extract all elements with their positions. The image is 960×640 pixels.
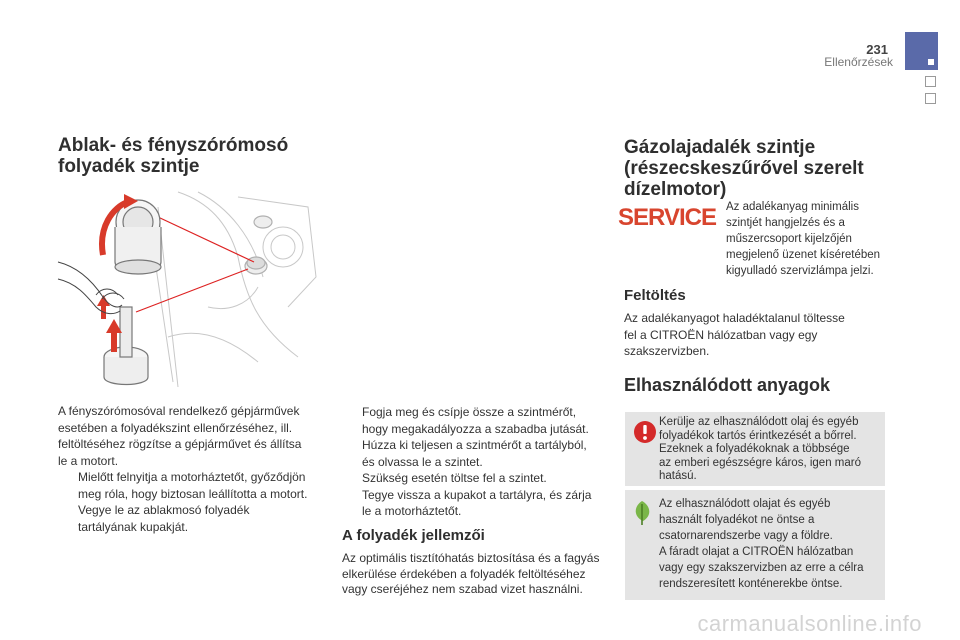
dipstick-steps xyxy=(342,404,610,520)
text-line: vagy cseréjéhez nem szabad vizet használni. xyxy=(342,582,583,596)
bullet-item xyxy=(342,437,610,470)
service-light-text xyxy=(726,199,896,279)
bullet-item xyxy=(58,502,323,535)
service-warning-icon xyxy=(618,203,716,231)
text-line: hatású. xyxy=(659,470,697,482)
washer-intro-text xyxy=(58,403,323,535)
text-line: A fáradt olajat a CITROËN hálózatban xyxy=(659,546,854,558)
fluid-specs-title: A folyadék jellemzői xyxy=(342,527,485,544)
text-line: le a motort. xyxy=(58,453,119,468)
warning-icon xyxy=(633,420,657,444)
chapter-box-empty xyxy=(925,76,936,87)
text-line: Az elhasználódott olajat és egyéb xyxy=(659,498,831,510)
text-line: hogy megakadályozza a szabadba jutását. xyxy=(362,421,589,436)
title-line: (részecskeszűrővel szerelt xyxy=(624,158,864,179)
text-line: vagy egy szakszervizben az erre a célra xyxy=(659,562,864,574)
text-line: folyadékok tartós érintkezését a bőrrel. xyxy=(659,429,857,442)
text-line: Tegye vissza a kupakot a tartályra, és zárja xyxy=(362,487,592,502)
disposal-note xyxy=(625,490,885,600)
leaf-icon xyxy=(631,500,653,526)
title-line: Gázolajadalék szintje xyxy=(624,137,816,158)
text-line: Szükség esetén töltse fel a szintet. xyxy=(362,471,547,485)
title-line: dízelmotor) xyxy=(624,179,727,200)
washer-fluid-title xyxy=(58,135,338,177)
title-line: Ablak- és fényszórómosó xyxy=(58,135,289,156)
text-line: csatornarendszerbe vagy a földre. xyxy=(659,530,833,542)
text-line: fel a CITROËN hálózatban vagy egy xyxy=(624,327,818,342)
text-line: Ezeknek a folyadékoknak a többsége xyxy=(659,443,850,455)
text-line: megjelenő üzenet kíséretében xyxy=(726,249,881,261)
text-line: Fogja meg és csípje össze a szintmérőt, xyxy=(362,405,577,419)
text-line: elkerülése érdekében a folyadék feltöltéséhez xyxy=(342,566,586,581)
bullet-item xyxy=(342,404,610,437)
additive-level-title xyxy=(624,137,904,200)
text-line: az emberi egészségre káros, igen maró xyxy=(659,456,861,469)
chapter-box-empty xyxy=(925,93,936,104)
text-line: Mielőtt felnyitja a motorháztetőt, győződjön xyxy=(78,470,306,484)
service-label: SERVICE xyxy=(618,204,716,231)
section-title: Ellenőrzések xyxy=(824,55,893,69)
text-line: szintjét hangjelzés és a xyxy=(726,217,845,229)
text-line: műszercsoport kijelzőjén xyxy=(726,233,852,245)
text-line: Húzza ki teljesen a szintmérőt a tartályból, xyxy=(362,438,587,452)
text-line: feltöltéséhez rögzítse a gépjárművet és állítsa xyxy=(58,437,302,451)
refill-title: Feltöltés xyxy=(624,287,686,304)
page-number: 231 xyxy=(866,42,888,57)
text-line: rendszeresített konténerekbe öntse. xyxy=(659,578,843,590)
skin-contact-warning xyxy=(625,412,885,486)
text-line: le a motorháztetőt. xyxy=(362,504,462,518)
title-line: folyadék szintje xyxy=(58,156,200,177)
disposal-text xyxy=(659,496,885,592)
text-line: meg róla, hogy biztosan leállította a motort. xyxy=(78,486,308,501)
tab-square-icon xyxy=(928,59,934,65)
chapter-tab xyxy=(905,32,938,70)
bullet-item xyxy=(342,487,610,520)
text-line: és olvassa le a szintet. xyxy=(362,454,483,469)
watermark: carmanualsonline.info xyxy=(697,611,922,636)
text-line: Vegye le az ablakmosó folyadék xyxy=(78,503,250,517)
fluid-specs-text xyxy=(342,551,612,598)
text-line: tartályának kupakját. xyxy=(78,519,189,534)
text-line: kigyulladó szervizlámpa jelzi. xyxy=(726,265,874,277)
text-line: Az optimális tisztítóhatás biztosítása és a fagyás xyxy=(342,551,600,565)
text-line: esetében a folyadékszint ellenőrzéséhez, ill. xyxy=(58,420,293,435)
bullet-item xyxy=(58,469,323,502)
washer-reservoir-illustration xyxy=(58,187,320,392)
text-line: Az adalékanyagot haladéktalanul töltesse xyxy=(624,311,845,325)
bullet-item xyxy=(342,470,610,487)
text-line: Kerülje az elhasználódott olaj és egyéb xyxy=(659,416,859,428)
refill-text xyxy=(624,310,894,360)
used-materials-title: Elhasználódott anyagok xyxy=(624,375,831,395)
text-line: szakszervizben. xyxy=(624,344,710,358)
warning-text xyxy=(659,416,885,484)
text-line: Az adalékanyag minimális xyxy=(726,201,859,213)
text-line: A fényszórómosóval rendelkező gépjárművek xyxy=(58,404,300,418)
text-line: használt folyadékot ne öntse a xyxy=(659,514,815,526)
